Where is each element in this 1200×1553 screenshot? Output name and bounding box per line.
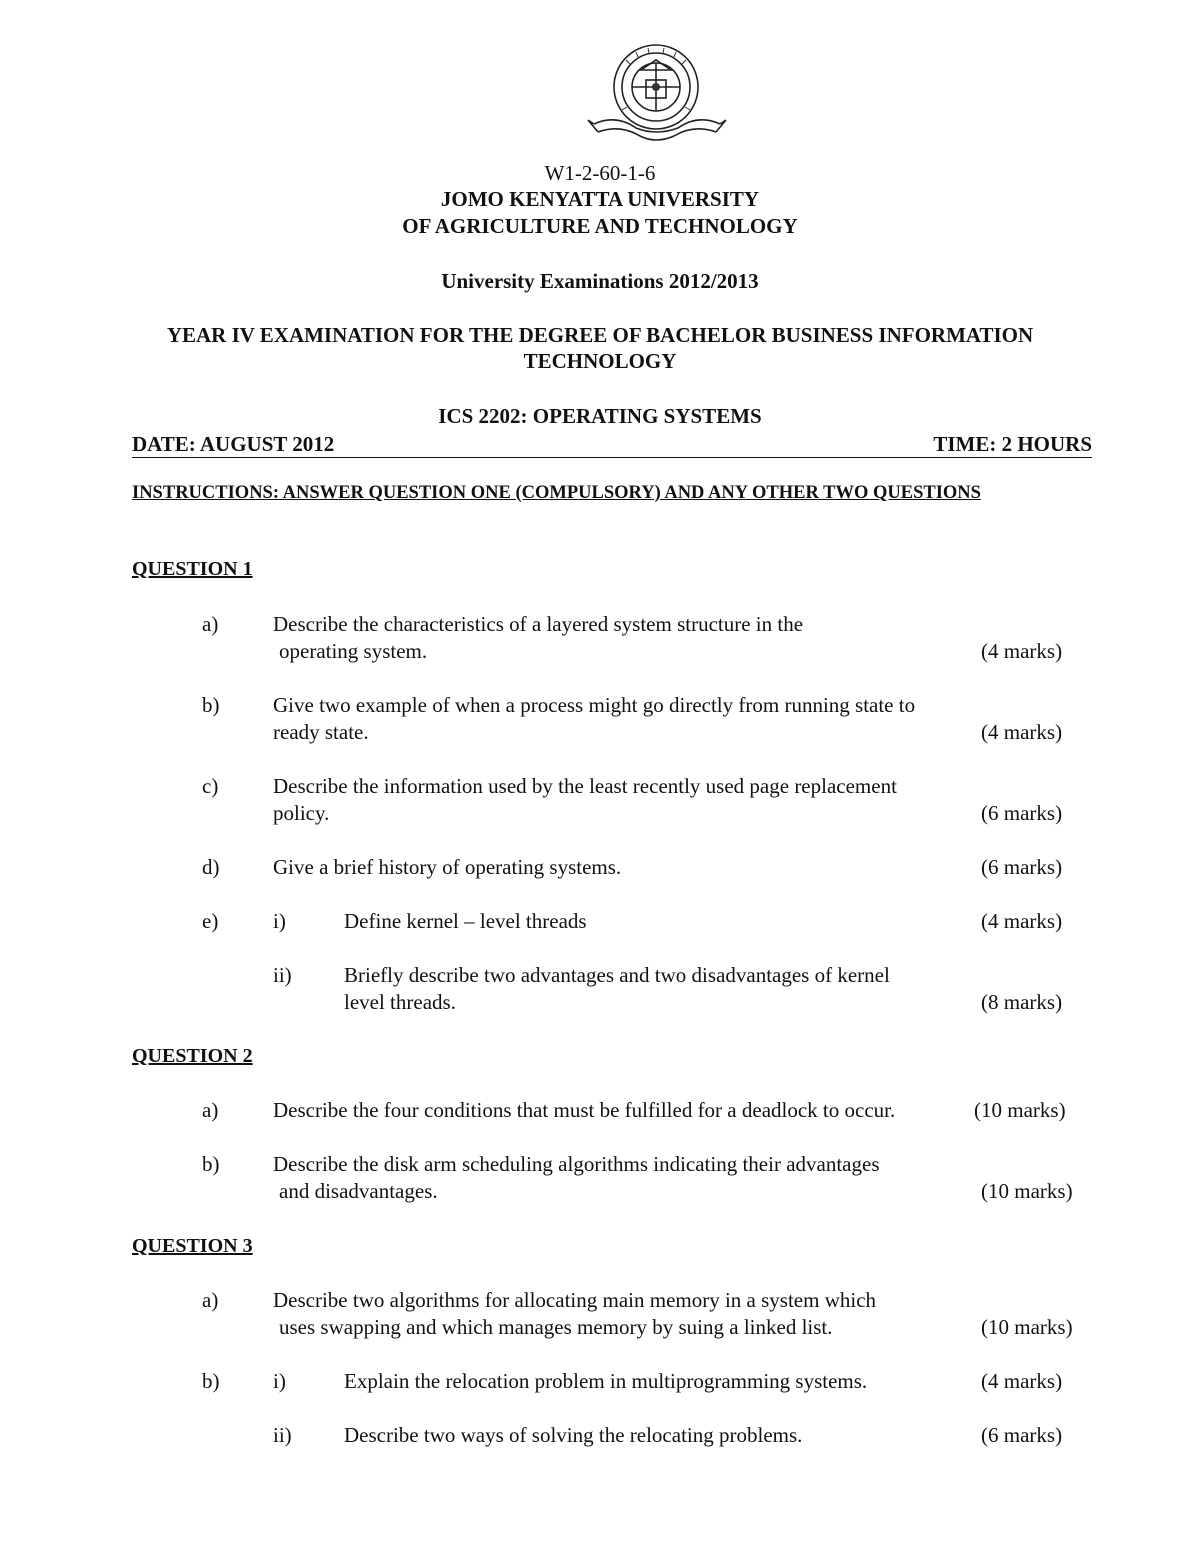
q3a-text-line1: Describe two algorithms for allocating main memory in a system which — [273, 1288, 877, 1312]
q1a-text-line2: operating system. — [279, 639, 428, 663]
q3a-text-line2: uses swapping and which manages memory by suing a linked list. — [279, 1315, 833, 1339]
q2a-label: a) — [202, 1098, 219, 1122]
q3a-label: a) — [202, 1288, 219, 1312]
q1c-marks: (6 marks) — [981, 801, 1063, 825]
q2b-text-line1: Describe the disk arm scheduling algorithms indicating their advantages — [273, 1152, 880, 1176]
q1e-i-text: Define kernel – level threads — [344, 909, 587, 933]
course-title: ICS 2202: OPERATING SYSTEMS — [438, 404, 762, 428]
university-name-line2: OF AGRICULTURE AND TECHNOLOGY — [402, 214, 798, 238]
q1a-label: a) — [202, 612, 219, 636]
q1a-marks: (4 marks) — [981, 639, 1063, 663]
q2b-text-line2: and disadvantages. — [279, 1179, 438, 1203]
q1b-text-line1: Give two example of when a process might go directly from running state to — [273, 693, 916, 717]
q3b-i-marks: (4 marks) — [981, 1369, 1063, 1393]
exam-time: TIME: 2 HOURS — [933, 432, 1092, 456]
q1d-marks: (6 marks) — [981, 855, 1063, 879]
q1e-ii-text-line1: Briefly describe two advantages and two disadvantages of kernel — [344, 963, 890, 987]
exam-date: DATE: AUGUST 2012 — [132, 432, 335, 456]
q1d-label: d) — [202, 855, 220, 879]
question-1-heading: QUESTION 1 — [132, 558, 253, 580]
q1e-ii-label: ii) — [273, 963, 292, 987]
q3a-marks: (10 marks) — [981, 1315, 1073, 1339]
q1e-ii-text-line2: level threads. — [344, 990, 456, 1014]
q3b-i-label: i) — [273, 1369, 286, 1393]
q3b-ii-marks: (6 marks) — [981, 1423, 1063, 1447]
q1e-i-label: i) — [273, 909, 286, 933]
q1c-label: c) — [202, 774, 219, 798]
university-name-line1: JOMO KENYATTA UNIVERSITY — [440, 187, 760, 211]
q1c-text-line1: Describe the information used by the least recently used page replacement — [273, 774, 897, 798]
university-seal-icon — [586, 40, 728, 152]
q2b-marks: (10 marks) — [981, 1179, 1073, 1203]
q1d-text-line1: Give a brief history of operating systems. — [273, 855, 622, 879]
q3b-i-text: Explain the relocation problem in multiprogramming systems. — [344, 1369, 868, 1393]
q2a-text-line1: Describe the four conditions that must be fulfilled for a deadlock to occur. — [273, 1098, 896, 1122]
q1b-marks: (4 marks) — [981, 720, 1063, 744]
degree-title-line1: YEAR IV EXAMINATION FOR THE DEGREE OF BACHELOR BUSINESS INFORMATION — [166, 323, 1034, 347]
q1c-text-line2: policy. — [273, 801, 330, 825]
q1e-ii-marks: (8 marks) — [981, 990, 1063, 1014]
question-3-heading: QUESTION 3 — [132, 1235, 253, 1257]
q1b-text-line2: ready state. — [273, 720, 369, 744]
degree-title-line2: TECHNOLOGY — [523, 349, 677, 373]
q1a-text-line1: Describe the characteristics of a layered system structure in the — [273, 612, 804, 636]
q1e-label: e) — [202, 909, 219, 933]
exam-session: University Examinations 2012/2013 — [441, 269, 759, 293]
q3b-ii-text: Describe two ways of solving the relocating problems. — [344, 1423, 803, 1447]
date-time-line — [132, 431, 1092, 458]
q1e-i-marks: (4 marks) — [981, 909, 1063, 933]
q3b-label: b) — [202, 1369, 220, 1393]
q3b-ii-label: ii) — [273, 1423, 292, 1447]
question-2-heading: QUESTION 2 — [132, 1045, 253, 1067]
instructions: INSTRUCTIONS: ANSWER QUESTION ONE (COMPULSORY) AND ANY OTHER TWO QUESTIONS — [132, 483, 981, 503]
q2b-label: b) — [202, 1152, 220, 1176]
q1b-label: b) — [202, 693, 220, 717]
q2a-marks: (10 marks) — [974, 1098, 1066, 1122]
exam-code: W1-2-60-1-6 — [544, 161, 656, 185]
